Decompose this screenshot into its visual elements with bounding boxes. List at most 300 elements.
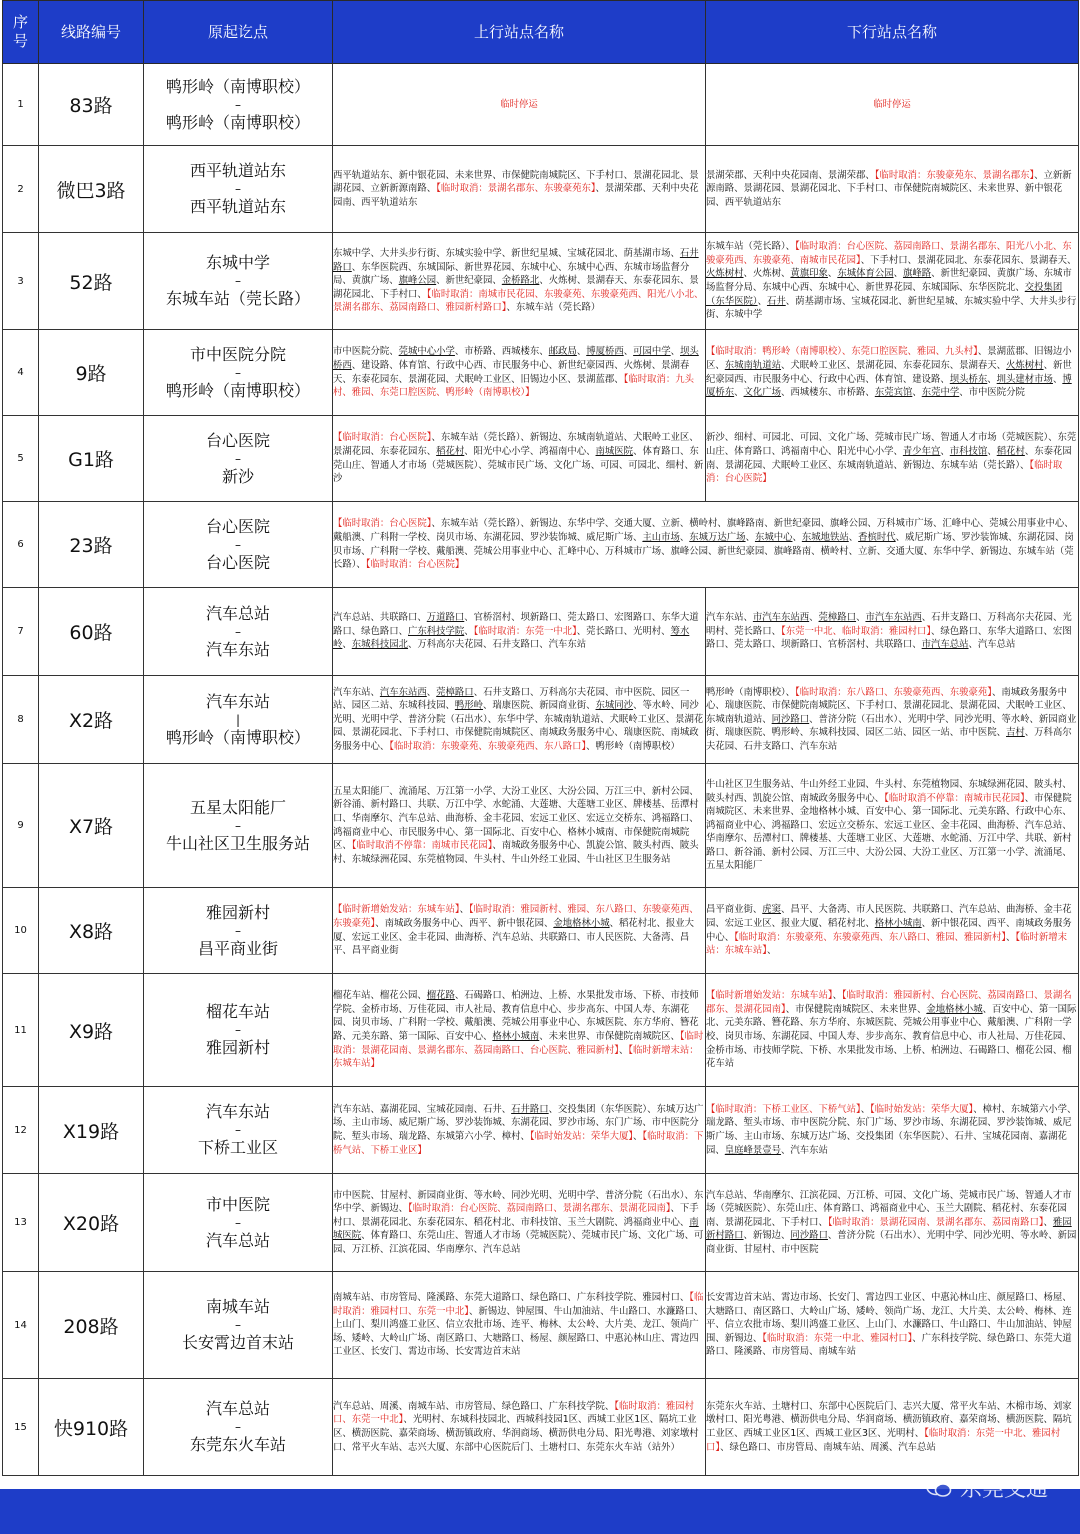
stop-segment: 、: [679, 531, 690, 543]
stop-segment: 东城体育公园: [837, 268, 894, 280]
stop-segment: 、樟村、东城第六小学、瑞龙路、堑头市场、市中医院分院、东门广场、罗沙市场、东湖花园、罗沙装饰城、威尼斯广场、主山市场、东城万达广场、交投集团（东华医院）、石井、宝城花园南、嘉湖花园、: [706, 1103, 1077, 1156]
terminals-cell: [144, 588, 333, 676]
stop-segment: 【临时取消：东莞一中北】: [473, 625, 577, 637]
up-stops-cell: [333, 146, 706, 233]
terminal-separator: –: [235, 624, 241, 639]
row-number: 14: [3, 1272, 39, 1379]
down-stops-cell: [706, 764, 1079, 888]
stop-segment: 、: [576, 346, 587, 358]
stop-segment: 、立新新源南路、景湖花园、景湖花园北、下手村口、市保健院南城院区、未来世界、新中银花园、西平轨道站东: [706, 169, 1072, 208]
down-stops-cell: [706, 676, 1079, 764]
route-code: X8路: [39, 888, 144, 974]
down-stops-cell: [706, 1272, 1079, 1379]
stop-segment: 【临时取消：景湖花园南、景湖名郡东、荔园南路口、台心医院、雅园新村】: [333, 1031, 704, 1056]
stop-segment: 、: [848, 531, 859, 543]
row-number: 4: [3, 330, 39, 416]
stop-segment: 【临时取消：东莞一中北、雅园村口】: [762, 1332, 913, 1344]
stop-segment: 、新世纪豪园、: [436, 275, 502, 287]
route-code: 23路: [39, 502, 144, 588]
stop-segment: 、阳光中心小学、鸿福南中心、: [464, 445, 596, 457]
stop-segment: 【东莞一中北、临时取消：雅园村口】: [781, 625, 932, 637]
header-no: 序号: [3, 1, 39, 64]
stop-segment: 东莞宾馆: [874, 387, 913, 399]
stop-segment: 【临时取消：东骏豪苑东、景湖名郡东】: [874, 169, 1035, 181]
table-row: [3, 1087, 1079, 1174]
stop-segment: 鸭形岭: [454, 700, 484, 712]
stop-segment: 、: [342, 639, 352, 651]
origin-terminal: 市中医院分院: [189, 344, 286, 364]
stop-segment: 、: [940, 445, 950, 457]
down-stops-cell: [706, 64, 1079, 146]
up-stops-cell: [333, 974, 706, 1087]
origin-terminal: 台心医院: [205, 516, 270, 536]
stop-segment: 旗峰公园: [398, 275, 437, 287]
stop-segment: 、交投集团（东华医院）、东城万达广场、主山市场、威尼斯广场、罗沙装饰城、东湖花园、罗沙市场、东门广场、市中医院分院、堑头市场、瑞龙路、东城第六小学、樟村、: [333, 1103, 704, 1142]
row-number: 9: [3, 764, 39, 888]
stop-segment: 、火炼树、: [743, 268, 791, 280]
stop-segment: 东莞中学: [921, 387, 960, 399]
stop-segment: 旗峰路: [902, 268, 932, 280]
stop-segment: 、西城楼东、市桥路、: [781, 387, 875, 399]
table-row: [3, 330, 1079, 416]
terminals-cell: [144, 888, 333, 974]
stop-segment: 广东科技学院: [408, 625, 465, 637]
stop-segment: 、下手村口、景湖花园北、东泰花园东、稻花村北、市科技馆、玉兰大剧院、鸿福商业中心、: [333, 1203, 699, 1228]
stop-segment: 、景湖蓝郡、旧锡边小区、: [706, 346, 1072, 371]
origin-terminal: 五星太阳能厂: [189, 797, 286, 817]
origin-terminal: 汽车总站: [205, 1399, 270, 1418]
terminals-cell: [144, 676, 333, 764]
terminal-separator: –: [235, 537, 241, 552]
stop-segment: 【临时取消：雅园新村、雅园、东八路口、东骏豪苑西、东骏豪苑】: [333, 904, 699, 929]
destination-terminal: 鸭形岭（南博职校）: [165, 727, 310, 747]
origin-terminal: 鸭形岭（南博职校）: [165, 76, 310, 96]
stop-segment: 、下手村口、景湖花园北、东泰花园东、景湖春天、: [860, 254, 1077, 266]
stop-segment: 牛山社区卫生服务站、牛山外经工业园、牛头村、东莞植物园、东城绿洲花园、陂头村、陂头村西、凯旋公馆、南城政务服务中心、: [706, 778, 1072, 804]
stop-segment: 、威尼斯广场、罗沙装饰城、东湖花园、岗贝市场、广科附一学校、戴船澳、莞城公用事业中心、汇峰中心、万科城市广场、旗峰公园、新世纪豪园、旗峰路南、横岭村、立新、交通大厦、东华中学、新锡边、东城车站（莞长路）、: [333, 531, 1074, 571]
stop-segment: 莞城中心小学: [398, 346, 455, 358]
origin-terminal: 西平轨道站东: [189, 161, 286, 180]
route-code: 83路: [39, 64, 144, 146]
stop-segment: 青少年宫: [902, 445, 941, 457]
stop-segment: 、万科高尔夫花园、石井支路口、汽车东站: [706, 727, 1072, 752]
stop-segment: 、东城车站（莞长路）、新锡边、东华中学、交通大厦、立新、横岭村、旗峰路南、新世纪豪园、旗峰公园、万科城市广场、汇峰中心、莞城公用事业中心、戴船澳、广科附一学校、岗贝市场、东湖花园、罗沙装饰城、威尼斯广场、: [333, 518, 1074, 543]
stop-segment: 、鸭形岭（南博职校）: [586, 740, 680, 752]
table-row: [3, 1174, 1079, 1272]
stop-segment: 景湖荣郡、天利中央花园南、景湖荣郡、: [706, 169, 875, 181]
stop-segment: 【临时取消：雅园村口、东莞一中北】: [333, 1400, 694, 1426]
table-row: [3, 974, 1079, 1087]
stop-segment: 汽车东站、嘉湖花园、宝城花园南、石井、: [333, 1103, 512, 1115]
stop-segment: 市汽车东站西: [865, 612, 922, 624]
terminal-separator: –: [235, 923, 241, 938]
stop-segment: 火炼树村: [706, 268, 744, 280]
stop-segment: 临时停运: [873, 98, 911, 110]
stop-segment: 、绿色路口、市房管局、南城车站、周溪、汽车总站: [720, 1441, 936, 1453]
terminals-cell: [144, 64, 333, 146]
stop-segment: 、: [426, 686, 437, 698]
stop-segment: 东城南轨道站: [724, 359, 782, 371]
destination-terminal: 雅园新村: [205, 1038, 270, 1057]
stop-segment: 、万科高尔夫花园、石井支路口、汽车东站: [408, 639, 587, 651]
row-number: 7: [3, 588, 39, 676]
stop-segment: 稻花村: [996, 445, 1025, 457]
stop-segment: 【临时取消：雅园村口、东莞一中北】: [333, 1292, 704, 1317]
down-stops-cell: [706, 1379, 1079, 1476]
table-row: [3, 233, 1079, 330]
down-stops-cell: [706, 1087, 1079, 1174]
stop-segment: 、: [1052, 373, 1063, 385]
route-code: X20路: [39, 1174, 144, 1272]
up-stops-cell: [333, 1379, 706, 1476]
up-stops-cell: [333, 676, 706, 764]
up-stops-cell: [333, 1272, 706, 1379]
stop-segment: 、官桥滘村、坝新路口、莞太路口、宏图路口、东华大道路口、绿色路口、: [333, 612, 699, 637]
stop-segment: 同沙路口: [771, 713, 810, 725]
stop-segment: 、: [766, 945, 777, 957]
stop-segment: 【临时取消：景湖名郡东、东骏豪苑东】: [436, 183, 596, 195]
stop-segment: 格林小城南: [874, 917, 922, 929]
table-row: [3, 588, 1079, 676]
row-number: 3: [3, 233, 39, 330]
stop-segment: 、稻花村北、报业大厦、宏远工业区、金丰花园、曲海桥、汽车总站、共联路口、市人民医院、大备湾、昌平、昌平商业街: [333, 917, 694, 957]
stop-segment: 【临时新增始发站：东城车站】: [333, 904, 460, 916]
header-code: 线路编号: [39, 1, 144, 64]
watermark: [926, 1472, 1048, 1503]
stop-segment: 【临时取消：台心医院】: [333, 432, 432, 444]
stop-segment: 昌平商业街、: [706, 904, 763, 916]
stop-segment: 金地格林小城: [926, 1003, 983, 1015]
destination-terminal: 长安霄边首末站: [181, 1333, 294, 1352]
destination-terminal: 汽车东站: [205, 639, 270, 659]
stop-segment: 【临时取消：台心医院、荔园南路口、景湖名郡东、阳光八小北、东骏豪苑西、东骏豪苑、南城市民花园】: [706, 241, 1072, 266]
down-stops-cell: [706, 888, 1079, 974]
route-code: 208路: [39, 1272, 144, 1379]
stop-segment: 【临时取消不停靠：南城市民花园】: [351, 840, 493, 852]
stop-segment: 、光明村、东城科技园北、西城科技园1区、西城工业区1区、隔坑工业区、横沥医院、嘉荣商场、横沥镇政府、华润商场、横沥供电分局、阳光粤港、刘家墩村口、常平火车站、志兴大厦、东部中心医院后门、土塘村口、东莞东火车站（站外）: [333, 1414, 699, 1453]
stop-segment: 【临时新增末站：东城车站】: [333, 1044, 699, 1070]
down-stops-cell: [706, 146, 1079, 233]
destination-terminal: 西平轨道站东: [189, 197, 286, 216]
combined-stops-cell: [333, 502, 1079, 588]
stop-segment: 金地格林小城: [553, 917, 610, 929]
table-row: [3, 1379, 1079, 1476]
stop-segment: 东莞东火车站、土塘村口、东部中心医院后门、志兴大厦、常平火车站、木棉市场、刘家墩村口、阳光粤港、横沥供电分局、华润商场、横沥镇政府、嘉荣商场、横沥医院、隔坑工业区、西城工业区1区、西城工业区3区、光明村、: [706, 1400, 1072, 1439]
stop-segment: 市科技馆: [949, 445, 988, 457]
stop-segment: 汽车总站、共联路口、: [333, 612, 427, 624]
origin-terminal: 台心医院: [205, 430, 270, 450]
stop-segment: 、: [670, 346, 681, 358]
stop-segment: 市中医院、甘屋村、新园商业街、等水岭、同沙光明、光明中学、普济分院（石出水）、东华中学、新锡边、: [333, 1189, 704, 1215]
stop-segment: 【临时取消不停靠：南城市民花园】: [884, 792, 1025, 804]
stop-segment: 黄旗印象: [790, 268, 828, 280]
stop-segment: 鸭形岭（南博职校）、: [706, 686, 796, 698]
routes-body: [3, 64, 1079, 1476]
stop-segment: 、体育路口、东莞山庄、智通人才市场（莞城医院）、莞城市民广场、文化广场、可园、可园北、细村、新沙: [333, 445, 704, 485]
stop-segment: 、新世纪豪园西、市民服务中心、行政中心西、体育馆、建设路、: [706, 359, 1072, 385]
stop-segment: 、东城车站（莞长路）: [506, 302, 601, 314]
stop-segment: 稻花村: [436, 445, 465, 457]
row-number: 5: [3, 416, 39, 502]
stop-segment: 市中医院分院、: [333, 346, 399, 358]
down-stops-cell: [706, 1174, 1079, 1272]
table-row: [3, 1272, 1079, 1379]
stop-segment: 、: [792, 531, 802, 543]
stop-segment: 吉村: [1006, 727, 1025, 739]
stop-segment: 、新锡边、: [743, 1230, 791, 1242]
stop-segment: 邮政局: [548, 346, 577, 358]
route-code: X7路: [39, 764, 144, 888]
stop-segment: 【临时取消：雅园新村、台心医院、荔园南路口、景湖名郡东、景湖花园南】: [706, 990, 1072, 1015]
destination-terminal: 鸭形岭（南博职校）: [165, 380, 310, 400]
header-row: [3, 1, 1079, 64]
origin-terminal: 榴花车站: [205, 1002, 270, 1021]
stop-segment: 南城医院: [333, 1216, 699, 1242]
stop-segment: 西平轨道站东、新中银花园、未来世界、市保健院南城院区、下手村口、景湖花园北、景湖花园、立新新源南路、: [333, 169, 699, 195]
stop-segment: 【临时始发站：荣华大厦】: [529, 1131, 634, 1142]
row-number: 11: [3, 974, 39, 1087]
stop-segment: 、南城政务服务中心、西平、新中银花园、: [375, 917, 554, 929]
stop-segment: 汽车东站、: [333, 686, 380, 698]
stop-segment: 、东华医院西、东城国际、新世界花园、东城中心、东城中心西、东城市场监督分局、黄旗广场、: [333, 261, 690, 287]
stop-segment: 、汽车总站: [968, 639, 1016, 651]
terminal-separator: –: [235, 1420, 241, 1434]
terminal-separator: –: [235, 1318, 241, 1332]
stop-segment: 、普济分院（石出水）、光明中学、同沙光明、等水岭、新园商业街、甘屋村、市中医院: [706, 1230, 1077, 1255]
stop-segment: 火炼树村: [1006, 359, 1044, 371]
stop-segment: 、等水岭、同沙光明、光明中学、普济分院（石出水）、东华中学、东城南轨道站、犬眠岭工业区、景湖花园、景湖花园北、下手村口、市保健院南城院区、南城政务服务中心、瑞康医院、南城政务服务中心、: [333, 700, 704, 752]
stop-segment: 万道路口: [426, 612, 465, 624]
terminal-separator: –: [235, 1023, 241, 1037]
terminals-cell: [144, 1379, 333, 1476]
up-stops-cell: [333, 764, 706, 888]
terminals-cell: [144, 1272, 333, 1379]
stop-segment: 、普济分院（石出水）、光明中学、同沙光明、等水岭、新园商业街、瑞康医院、鸭形岭、东城科技园、园区二站、园区一站、市中医院、: [706, 713, 1077, 739]
stop-segment: 五星太阳能厂、流涌尾、万江第一小学、大汾工业区、大汾公园、万江三中、新村公园、新谷涌、新村路口、共联、万江中学、水蛇涌、大莲塘、大莲塘工业区、牌楼基、岳潭村口、华南摩尔、汽车总站、曲海桥、金丰花园、宏远工业区、宏远立交桥东、鸿福路口、鸿福商业中心、市民服务中心、第一国际北、百安中心、格林小城南、市保健院南城院区、: [333, 785, 699, 852]
wechat-icon: [926, 1478, 952, 1498]
row-number: 12: [3, 1087, 39, 1174]
stop-segment: 【临时取消：东骏豪苑、东骏豪苑西、东八路口、雅园、雅园新村】: [734, 931, 1007, 943]
terminal-separator: –: [235, 182, 241, 196]
stop-segment: 皇庭峰景壹号: [724, 1144, 782, 1156]
stop-segment: 【临时取消：东莞一中北、雅园村口】: [706, 1428, 1061, 1453]
stop-segment: 新沙、细村、可园北、可园、文化广场、莞城市民广场、智通人才市场（莞城医院）、东莞山庄、体育路口、鸿福南中心、阳光中心小学、: [706, 432, 1077, 457]
origin-terminal: 南城车站: [205, 1297, 270, 1316]
table-row: [3, 416, 1079, 502]
route-code: G1路: [39, 416, 144, 502]
stop-segment: 、体育路口、东莞山庄、智通人才市场（莞城医院）、莞城市民广场、文化广场、可园、万江桥、江滨花园、华南摩尔、汽车总站: [333, 1230, 704, 1255]
stop-segment: 市汽车总站: [921, 639, 969, 651]
stop-segment: 可园中学: [633, 346, 671, 358]
up-stops-cell: [333, 330, 706, 416]
stop-segment: 、: [856, 612, 866, 624]
row-number: 13: [3, 1174, 39, 1272]
stop-segment: 、绿色路口、东华大道路口、宏图路口、莞太路口、坝新路口、官桥滘村、共联路口、: [706, 625, 1072, 651]
stop-segment: 莞樟路口: [436, 686, 474, 698]
stop-segment: 东城地铁站: [801, 531, 849, 543]
stop-segment: 、: [893, 268, 903, 280]
up-stops-cell: [333, 1174, 706, 1272]
stop-segment: 格林小城南: [492, 1031, 540, 1042]
row-number: 6: [3, 502, 39, 588]
stop-segment: 、: [618, 1044, 629, 1056]
stop-segment: 同沙路口: [790, 1230, 828, 1242]
origin-terminal: 汽车东站: [205, 1102, 270, 1121]
stop-segment: 、昌平、大备湾、市人民医院、共联路口、汽车总站、曲海桥、金丰花园、宏远工业区、报业大厦、稻花村北、: [706, 904, 1072, 929]
stop-segment: 、: [734, 387, 744, 399]
routes-table: [2, 0, 1079, 1476]
stop-segment: 、石碣路口、柏洲边、上桥、水果批发市场、下桥、市技师学院、金桥市场、万佳花园、市人社局、教育信息中心、步步高东、中国人寿、东湖花园、岗贝市场、广科附一学校、戴船澳、莞城公用事业中心、东城医院、东方华府、簪花路、元美东路、第一国际、百安中心、: [333, 990, 699, 1042]
up-stops-cell: [333, 416, 706, 502]
terminal-separator: |: [235, 712, 241, 727]
stop-segment: 香槟时代: [858, 531, 896, 543]
stop-segment: 东城车站（莞长路）、: [706, 241, 796, 253]
stop-segment: 【临时取消：东八路口、东骏豪苑西、东骏豪苑】: [795, 686, 992, 698]
stop-segment: 圳头建材市场: [996, 373, 1053, 385]
up-stops-cell: [333, 888, 706, 974]
stop-segment: 、广东科技学院、绿色路口、东莞大道路口、隆溪路、市房管局、南城车站: [706, 1332, 1072, 1358]
up-stops-cell: [333, 233, 706, 330]
stop-segment: 【临时新增末站：东城车站】: [706, 931, 1067, 957]
stop-segment: 汽车总站、华南摩尔、江滨花园、万江桥、可园、文化广场、莞城市民广场、智通人才市场（莞城医院）、东莞山庄、体育路口、鸿福商业中心、玉兰大剧院、稻花村、东泰花园南、景湖花园北、下手村口、: [706, 1189, 1072, 1228]
stop-segment: 南城车站、市房管局、隆溪路、东莞大道路口、绿色路口、广东科技学院、雅园村口、: [333, 1292, 690, 1304]
stop-segment: 、新锡边、钟屋围、牛山加油站、牛山路口、水濂路口、上山门、梨川鸿盛工业区、信立农批市场、连平、梅林、太公岭、大片美、龙江、领尚广场、矮岭、大岭山广场、南区路口、大塘路口、杨屋、颜屋路口、中惠沁林山庄、霄边四工业区、长安门、霄边市场、长安霄边首末站: [333, 1305, 704, 1358]
table-row: [3, 146, 1079, 233]
terminals-cell: [144, 416, 333, 502]
stop-segment: 南城医院: [595, 445, 634, 457]
stop-segment: 【临时取消：下桥工业区、下桥气站】: [706, 1103, 861, 1115]
stop-segment: 莞樟路口: [818, 612, 857, 624]
destination-terminal: 东莞东火车站: [189, 1435, 286, 1454]
destination-terminal: 新沙: [221, 466, 254, 486]
stop-segment: 坝头桥东: [949, 373, 988, 385]
stop-segment: 、: [464, 625, 474, 637]
stop-segment: 金桥路北: [501, 275, 540, 287]
terminals-cell: [144, 764, 333, 888]
terminals-cell: [144, 1174, 333, 1272]
row-number: 10: [3, 888, 39, 974]
stop-segment: 东城万达广场: [689, 531, 746, 543]
stop-segment: 、市桥路、西城楼东、: [454, 346, 549, 358]
route-code: X19路: [39, 1087, 144, 1174]
stop-segment: 、: [633, 1131, 643, 1142]
stop-segment: 【临时取消：台心医院】: [333, 518, 432, 530]
row-number: 8: [3, 676, 39, 764]
stop-segment: 文化广场: [743, 387, 782, 399]
header-terminals: 原起讫点: [144, 1, 333, 64]
stop-segment: 东城中心: [754, 531, 793, 543]
table-row: [3, 888, 1079, 974]
destination-terminal: 台心医院: [205, 552, 270, 572]
up-stops-cell: [333, 588, 706, 676]
terminals-cell: [144, 502, 333, 588]
destination-terminal: 下桥工业区: [197, 1138, 278, 1157]
stop-segment: 博厦桥东: [706, 373, 1072, 399]
stop-segment: 坝头桥西: [333, 346, 699, 371]
stop-segment: 、: [745, 531, 755, 543]
route-code: 微巴3路: [39, 146, 144, 233]
destination-terminal: 鸭形岭（南博职校）: [165, 112, 310, 132]
origin-terminal: 雅园新村: [205, 902, 270, 922]
stop-segment: 东城中学、大井头步行街、东城实验中学、新世纪星城、宝城花园北、荫基湖市场、: [333, 248, 680, 260]
terminals-cell: [144, 330, 333, 416]
origin-terminal: 市中医院: [205, 1194, 270, 1214]
stop-segment: 、汽车东站: [781, 1144, 828, 1156]
terminal-separator: –: [235, 818, 241, 833]
terminal-separator: –: [235, 97, 241, 112]
stop-segment: 【临时始发站：荣华大厦】: [870, 1103, 974, 1115]
stop-segment: 、市保健院南城院区、未来世界、金地格林小城、百安中心、第一国际北、元美东路、行政中心东、鸿福商业中心、鸿福路口、宏远立交桥东、宏远工业区、金丰花园、曲海桥、汽车总站、华南摩尔、岳潭村口、牌楼基、大莲塘工业区、大莲塘、水蛇涌、万江中学、共联、新村路口、新谷涌、新村公园、万江三中、大汾公园、大汾工业区、万江第一小学、流涌尾、五星太阳能厂: [706, 792, 1072, 872]
stop-segment: 博厦桥西: [586, 346, 624, 358]
stop-segment: 、未来世界、市保健院南城院区、: [539, 1031, 680, 1042]
down-stops-cell: [706, 330, 1079, 416]
stop-segment: 、: [623, 346, 634, 358]
stop-segment: 榴花路: [426, 990, 455, 1002]
stop-segment: 石井: [766, 295, 786, 307]
stop-segment: 筹水岭: [333, 625, 690, 651]
up-stops-cell: [333, 1087, 706, 1174]
stop-segment: 【临时取消：南城市民花园、东骏豪苑、东骏豪苑西、阳光八小北、景湖名郡东、荔园南路口、雅园新村路口】: [333, 288, 704, 314]
stop-segment: 、: [860, 1103, 871, 1115]
route-code: 60路: [39, 588, 144, 676]
terminal-separator: –: [235, 451, 241, 466]
route-code: 快910路: [39, 1379, 144, 1476]
header-up-stops: 上行站点名称: [333, 1, 706, 64]
header-down-stops: 下行站点名称: [706, 1, 1079, 64]
stop-segment: 、市中医院分院: [959, 387, 1025, 399]
stop-segment: 、: [832, 990, 842, 1002]
stop-segment: 、东泰花园南、景湖花园、犬眠岭工业区、东城南轨道站、新锡边、东城车站（莞长路）、: [706, 445, 1072, 471]
stop-segment: 、荫基湖市场、宝城花园北、新世纪星城、东城实验中学、大井头步行街、东城中学: [706, 295, 1077, 321]
stop-segment: 、: [1006, 931, 1016, 943]
stop-segment: 【临时取消：东骏豪苑、东骏豪苑西、东八路口】: [389, 740, 587, 752]
stop-segment: 榴花车站、榴花公园、: [333, 990, 427, 1002]
terminal-separator: –: [235, 1215, 241, 1230]
stop-segment: 、瑞康医院、新园商业街、: [483, 700, 596, 712]
stop-segment: 、: [1043, 1216, 1053, 1228]
stop-segment: 雅园新村路口: [706, 1216, 1072, 1242]
stop-segment: 、: [459, 904, 469, 916]
terminals-cell: [144, 974, 333, 1087]
stop-segment: 主山市场: [642, 531, 680, 543]
stop-segment: 交投集团（东华医院）: [706, 282, 1063, 307]
stop-segment: 、莞长路口、光明村、: [576, 625, 671, 637]
stop-segment: 汽车东站西: [379, 686, 427, 698]
stop-segment: 汽车东站、: [706, 612, 753, 624]
stop-segment: 【临时取消：台心医院】: [365, 559, 465, 571]
destination-terminal: 汽车总站: [205, 1230, 270, 1250]
stop-segment: 临时停运: [500, 98, 538, 110]
terminal-separator: –: [235, 365, 241, 380]
table-row: [3, 676, 1079, 764]
bottom-bar: [0, 1489, 1080, 1534]
stop-segment: 、南城政务服务中心、瑞康医院、市保健院南城院区、下手村口、景湖花园北、景湖花园、犬眠岭工业区、东城南轨道站、: [706, 686, 1072, 725]
stop-segment: 东城同沙: [595, 700, 634, 712]
stop-segment: 市汽车东站西: [752, 612, 810, 624]
stop-segment: 、景湖荣郡、天利中央花园南、西平轨道站东: [333, 183, 699, 208]
stop-segment: 【临时取消：景湖花园南、景湖名郡东、荔园南路口】: [827, 1216, 1044, 1228]
terminals-cell: [144, 233, 333, 330]
up-stops-cell: [333, 64, 706, 146]
stop-segment: 【临时取消：台心医院、荔园南路口、景湖名郡东、景湖花园南】: [408, 1203, 671, 1215]
table-row: [3, 502, 1079, 588]
stop-segment: 虎窦: [762, 904, 782, 916]
down-stops-cell: [706, 588, 1079, 676]
down-stops-cell: [706, 974, 1079, 1087]
stop-segment: 、: [987, 373, 997, 385]
stop-segment: 【临时新增始发站：东城车站】: [706, 990, 833, 1002]
watermark-text: 东莞交通: [959, 1477, 1048, 1502]
